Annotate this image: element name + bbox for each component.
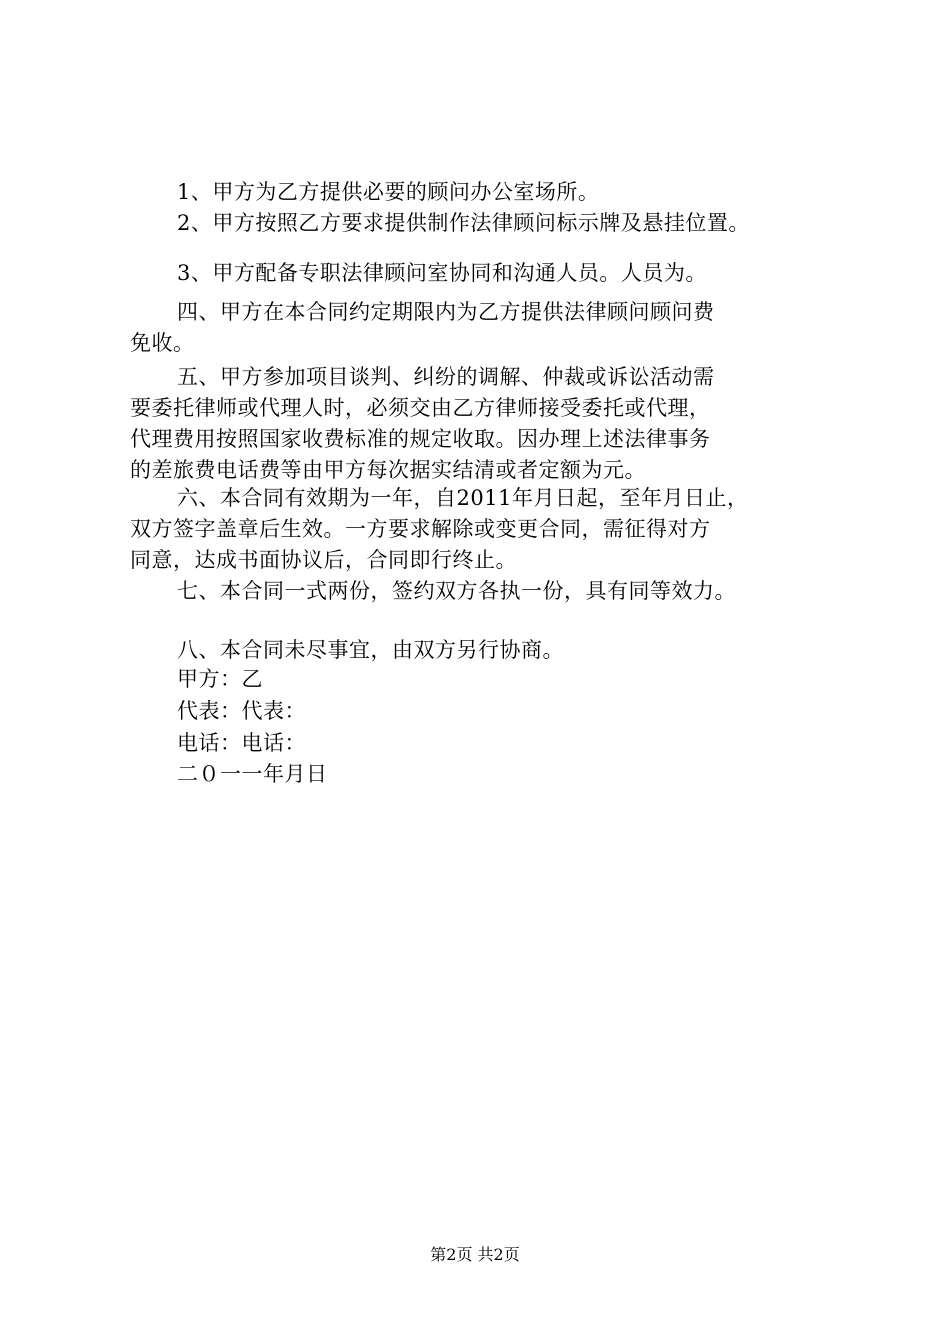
clause-six-line-1: 六、本合同有效期为一年，自2011年月日起，至年月日止， (177, 486, 749, 510)
clause-eight: 八、本合同未尽事宜，由双方另行协商。 (177, 638, 564, 662)
clause-3: 3、甲方配备专职法律顾问室协同和沟通人员。人员为。 (177, 261, 707, 285)
signature-date: 二０一一年月日 (177, 762, 328, 786)
clause-1: 1、甲方为乙方提供必要的顾问办公室场所。 (177, 180, 600, 204)
signature-phone: 电话：电话： (177, 731, 306, 755)
clause-five-line-4: 的差旅费电话费等由甲方每次据实结清或者定额为元。 (130, 458, 646, 482)
clause-five-line-2: 要委托律师或代理人时，必须交由乙方律师接受委托或代理， (130, 396, 711, 420)
clause-four-line-1: 四、甲方在本合同约定期限内为乙方提供法律顾问顾问费 (177, 300, 715, 324)
clause-five-line-1: 五、甲方参加项目谈判、纠纷的调解、仲裁或诉讼活动需 (177, 365, 715, 389)
page-footer: 第2页 共2页 (430, 1245, 520, 1264)
clause-six-line-2: 双方签字盖章后生效。一方要求解除或变更合同，需征得对方 (130, 517, 711, 541)
clause-seven: 七、本合同一式两份，签约双方各执一份，具有同等效力。 (177, 579, 736, 603)
clause-2: 2、甲方按照乙方要求提供制作法律顾问标示牌及悬挂位置。 (177, 211, 750, 235)
signature-representative: 代表：代表： (177, 699, 306, 723)
clause-six-line-3: 同意，达成书面协议后，合同即行终止。 (130, 548, 517, 572)
clause-five-line-3: 代理费用按照国家收费标准的规定收取。因办理上述法律事务 (130, 427, 711, 451)
signature-party: 甲方：乙 (177, 667, 263, 691)
clause-four-line-2: 免收。 (130, 331, 195, 355)
